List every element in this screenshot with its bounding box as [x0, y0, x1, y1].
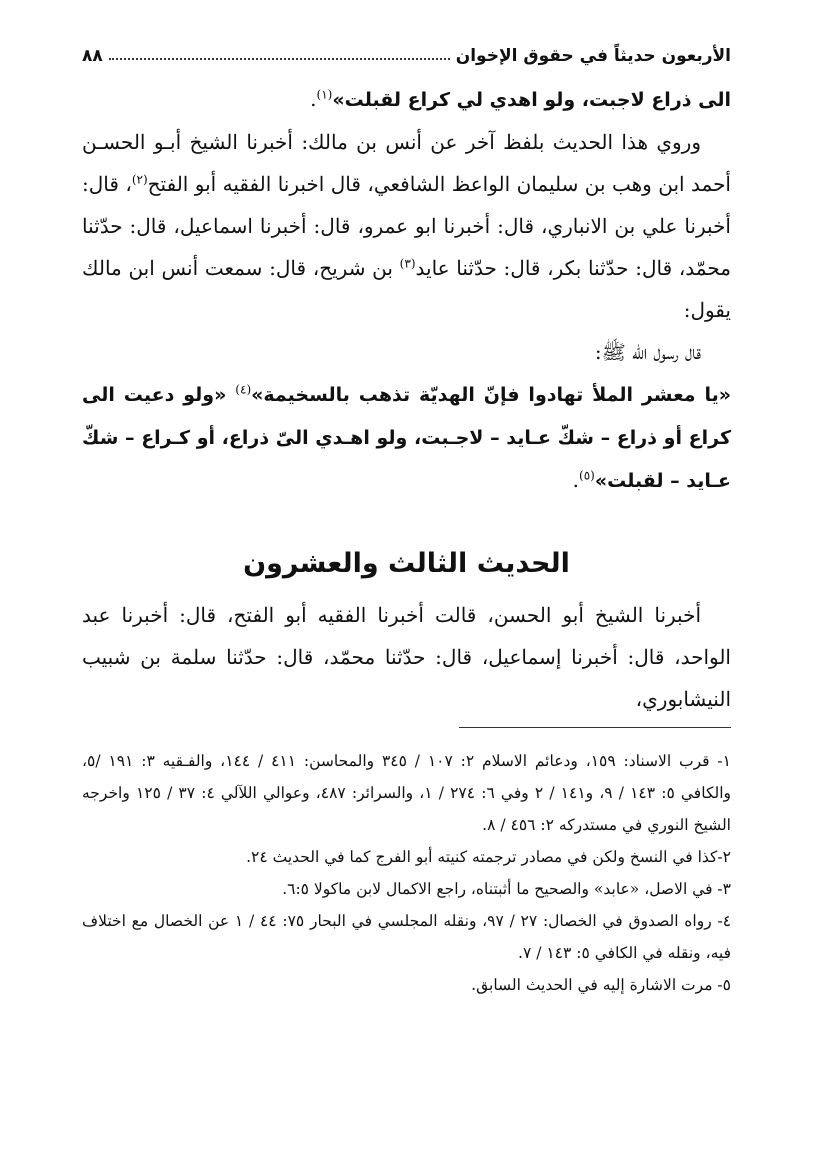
- footnote-ref-4: (٤): [235, 382, 252, 397]
- hadith-quote-b: «ولو دعيت الى كراع أو ذراع – شكّ عـايد – لاجـبت، ولو اهـدي الىّ ذراع، أو كـراع – شكّ عـايد – لقبلت»: [82, 384, 731, 492]
- paragraph-1: الى ذراع لاجبت، ولو اهدي لي كراع لقبلت»$^{(١)}$.: [310, 87, 731, 111]
- footnote-2: ٢-كذا في النسخ ولكن في مصادر ترجمته كنيته أبو الفرج كما في الحديث ٢٤.: [246, 848, 731, 866]
- footnote-3: ٣- في الاصل، «عابد» والصحيح ما أثبتناه، راجع الاكمال لابن ماكولا ٦:٥.: [282, 880, 731, 898]
- running-title: الأربعون حديثاً في حقوق الإخوان: [455, 46, 731, 66]
- isnad-text-a: وروي هذا الحديث بلفظ آخر عن أنس بن مالك: أخبرنا الشيخ أبـو الحسـن أحمد ابن وهب بن سليمان الواعظ الشافعي، قال اخبرنا الفقيه أبو الفتح: [82, 130, 731, 196]
- footnote-ref-5: (٥): [579, 468, 595, 483]
- main-text: [82, 78, 731, 720]
- header-dot-leader: [109, 58, 450, 60]
- footnote-separator: [459, 727, 731, 728]
- quote-continuation: الى ذراع لاجبت، ولو اهدي لي كراع لقبلت»: [332, 89, 731, 111]
- page-number: ٨٨: [82, 46, 103, 66]
- hadith-quote-a: «يا معشر الملأ تهادوا فإنّ الهديّة تذهب بالسخيمة»: [251, 384, 731, 406]
- footnote-ref-1: (١): [316, 87, 333, 102]
- section-heading: الحديث الثالث والعشرون: [243, 548, 570, 579]
- paragraph-4: «يا معشر الملأ تهادوا فإنّ الهديّة تذهب بالسخيمة»$^{(٤)}$ «ولو دعيت الى كراع أو ذراع – شكّ عـايد – لاجـبت، ولو اهـدي الىّ ذراع، أو كـراع – شكّ عـايد – لقبلت»$^{(٥)}$.: [82, 382, 731, 492]
- footnote-ref-3: (٣): [399, 256, 416, 271]
- isnad-text-b: ، قال: أخبرنا علي بن الانباري، قال: أخبرنا ابو عمرو، قال: أخبرنا اسماعيل، قال: حدّثنا محمّد، قال: حدّثنا بكر، قال: حدّثنا عايد: [82, 172, 731, 280]
- footnote-ref-2: (٢): [131, 172, 148, 187]
- footnote-5: ٥- مرت الاشارة إليه في الحديث السابق.: [471, 976, 731, 994]
- paragraph-3: قال رسول الله ﷺ:: [594, 340, 701, 364]
- running-header: [82, 36, 731, 66]
- footnote-4: ٤- رواه الصدوق في الخصال: ٢٧ / ٩٧، ونقله المجلسي في البحار ٧٥: ٤٤ / ١ عن الخصال مع اختلاف فيه، ونقله في الكافي ٥: ١٤٣ / ٧.: [82, 912, 732, 962]
- paragraph-5: أخبرنا الشيخ أبو الحسن، قالت أخبرنا الفقيه أبو الفتح، قال: أخبرنا عبد الواحد، قال: أخبرنا إسماعيل، قال: حدّثنا محمّد، قال: حدّثنا سلمة بن شبيب النيشابوري،: [82, 603, 731, 711]
- footnotes: [82, 745, 731, 1001]
- isnad-text-c: بن شريح، قال: سمعت أنس ابن مالك يقول:: [82, 256, 731, 322]
- paragraph-2: [82, 121, 731, 331]
- footnote-1: ١- قرب الاسناد: ١٥٩، ودعائم الاسلام ٢: ١٠٧ / ٣٤٥ والمحاسن: ٤١١ / ١٤٤، والفـقيه ٣: ١٩١ /٥، والكافي ٥: ١٤٣ / ٩، و١٤١ / ٢ وفي ٦: ٢٧٤ / ١، والسرائر: ٤٨٧، وعوالي اللآلي ٤: ٣٧ / ١٢٥ واخرجه الشيخ النوري في مستدركه ٢: ٤٥٦ / ٨.: [82, 752, 732, 834]
